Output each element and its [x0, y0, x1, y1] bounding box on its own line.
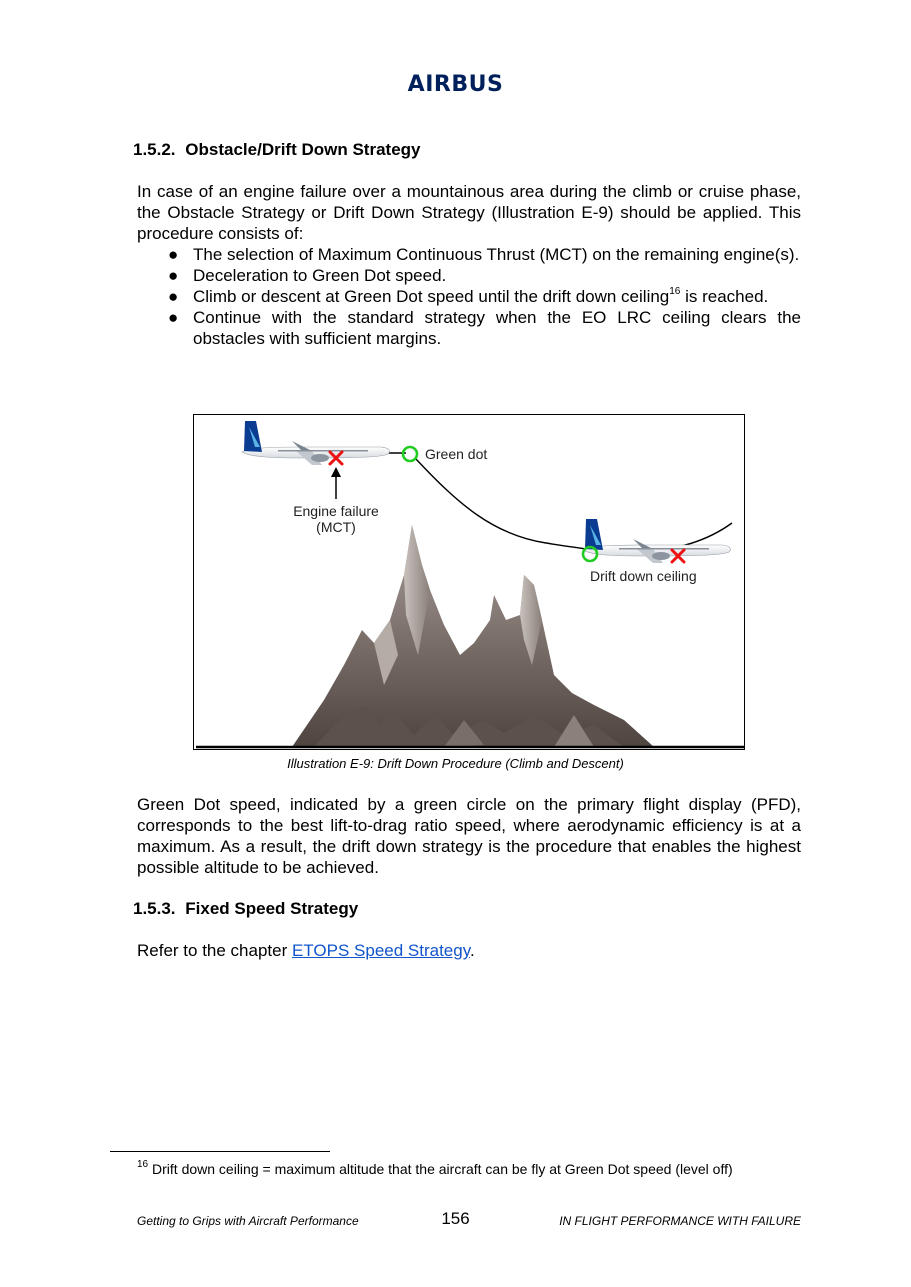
procedure-list	[137, 244, 801, 349]
green-dot-circle-icon	[403, 447, 417, 461]
footer-chapter-title: IN FLIGHT PERFORMANCE WITH FAILURE	[559, 1214, 801, 1228]
intro-paragraph: In case of an engine failure over a mountainous area during the climb or cruise phase, the Obstacle Strategy or Drift Down Strategy (Illustration E-9) should be applied. This procedure consists of:	[137, 182, 801, 243]
list-item-text: is reached.	[680, 287, 769, 306]
green-dot-paragraph: Green Dot speed, indicated by a green circle on the primary flight display (PFD), corresponds to the best lift-to-drag ratio speed, where aerodynamic efficiency is at a maximum. As a result, the drift down strategy is the procedure that enables the highest possible altitude to be achieved.	[137, 795, 801, 877]
page-number: 156	[441, 1209, 470, 1228]
section-number: 1.5.2.	[133, 140, 176, 159]
list-item-text: Deceleration to Green Dot speed.	[193, 266, 447, 285]
footnote-divider	[110, 1151, 330, 1152]
section-title: Obstacle/Drift Down Strategy	[185, 140, 421, 159]
airbus-logo: AIRBUS	[407, 72, 504, 97]
mountain-illustration	[292, 525, 654, 747]
aircraft-icon	[583, 519, 731, 563]
aircraft-icon	[242, 421, 390, 465]
footnote-text: Drift down ceiling = maximum altitude that the aircraft can be fly at Green Dot speed (level off)	[148, 1161, 733, 1177]
section-title: Fixed Speed Strategy	[185, 899, 359, 918]
list-item-text: The selection of Maximum Continuous Thrust (MCT) on the remaining engine(s).	[193, 245, 800, 264]
reference-text: .	[469, 941, 475, 960]
footnote-marker: 16	[137, 1159, 149, 1171]
list-item	[137, 286, 801, 307]
footnote	[137, 1161, 733, 1177]
bullet-icon: ●	[168, 245, 179, 264]
figure-caption: Illustration E-9: Drift Down Procedure (Climb and Descent)	[287, 756, 624, 771]
list-item	[137, 265, 801, 286]
section-number: 1.5.3.	[133, 899, 176, 918]
engine-failure-label	[276, 503, 396, 535]
engine-failure-arrow-icon	[331, 467, 341, 499]
drift-down-illustration	[193, 414, 745, 750]
section-heading-1-5-2	[133, 140, 421, 160]
flight-path-descent	[416, 459, 732, 552]
engine-failure-label-line: (MCT)	[316, 519, 356, 535]
list-item	[137, 244, 801, 265]
footnote-ref[interactable]: 16	[669, 286, 681, 298]
bullet-icon: ●	[168, 266, 179, 285]
drift-down-ceiling-label: Drift down ceiling	[590, 568, 697, 584]
reference-text: Refer to the chapter	[137, 941, 292, 960]
bullet-icon: ●	[168, 287, 179, 306]
section-heading-1-5-3	[133, 899, 358, 919]
etops-speed-strategy-link[interactable]: ETOPS Speed Strategy	[291, 941, 470, 960]
list-item	[137, 307, 801, 349]
bullet-icon: ●	[168, 308, 179, 327]
list-item-text: Continue with the standard strategy when the EO LRC ceiling clears the obstacles with sufficient margins.	[193, 308, 801, 348]
footer-document-title: Getting to Grips with Aircraft Performance	[137, 1214, 359, 1228]
reference-paragraph	[137, 940, 801, 961]
engine-failure-label-line: Engine failure	[293, 503, 379, 519]
green-dot-label: Green dot	[425, 446, 488, 462]
list-item-text: Climb or descent at Green Dot speed until the drift down ceiling	[193, 287, 670, 306]
